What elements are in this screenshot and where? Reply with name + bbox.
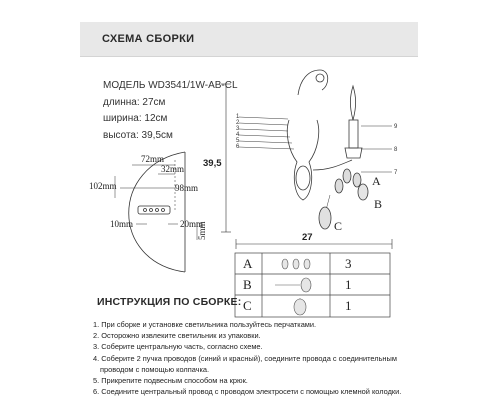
finial [316,74,324,82]
bobeche [345,148,362,158]
model-line: МОДЕЛЬ WD3541/1W-AB-CL [103,80,238,91]
mounting-bar [138,206,170,214]
table-letter-c: C [243,298,252,313]
table-crystal-icons [275,259,311,315]
part-label-c: C [334,219,343,233]
bar-hole-3 [156,209,159,212]
instruction-step-2: 2. Осторожно извлеките светильник из упаковки. [93,331,261,341]
table-qty-a: 3 [345,256,352,271]
dim-5-label: 5mm [197,221,207,240]
callout-line-1 [239,117,288,119]
instruction-step-6: 6. Соедините центральный провод с проводом электросети с помощью клемной колодки. [93,387,402,397]
candle-bulb [350,86,355,120]
dim-20-label: 20mm [180,219,204,229]
table-crystal-a-1 [282,259,288,269]
callout-line-6 [239,147,294,149]
length-line: длинна: 27см [103,96,166,108]
table-letter-a: A [243,256,253,271]
callout-5: 5 [236,138,240,144]
callout-9: 9 [394,124,398,130]
crystal-a-3 [335,179,343,193]
dim-102-label: 102mm [89,181,117,191]
length-dimension [236,239,392,249]
backplate-ornament [287,120,318,200]
center-crystal-bowl [296,166,310,190]
part-label-b: B [374,197,383,211]
instruction-step-4-cont: проводом с помощью колпачка. [100,364,210,374]
dim-10-label: 10mm [110,219,134,229]
width-line: ширина: 12см [103,113,168,124]
instruction-step-4: 4. Соберите 2 пучка проводов (синий и красный), соедините провода с соединительным [93,353,397,363]
callout-4: 4 [236,132,240,138]
callout-6: 6 [236,144,240,150]
length-dim-label: 27 [302,232,313,243]
dim-32-label: 32mm [161,164,185,174]
callout-8: 8 [394,147,398,153]
dim-98-label: 98mm [175,183,199,193]
instructions-title: ИНСТРУКЦИЯ ПО СБОРКЕ: [97,296,242,308]
callout-line-2 [239,123,288,125]
candle-arm [313,160,352,170]
table-crystal-b [301,278,311,292]
callout-3: 3 [236,126,240,132]
callout-2: 2 [236,120,240,126]
table-qty-b: 1 [345,277,352,292]
table-crystal-c [294,299,306,315]
instructions-list [93,319,401,397]
sconce-fixture-drawing [239,70,392,229]
crystal-b [358,184,368,200]
candle-sleeve [349,120,358,148]
instruction-step-3: 3. Соберите центральную часть, согласно схеме. [93,342,263,352]
parts-table-frame [235,253,390,317]
page-title: СХЕМА СБОРКИ [102,33,195,45]
instruction-step-5: 5. Прикрепите подвесным способом на крюк. [93,376,248,386]
bar-hole-2 [150,209,153,212]
crystal-c [319,207,331,229]
scroll-arm-top [298,70,328,95]
instruction-step-1: 1. При сборке и установке светильника пользуйтесь перчатками. [93,320,317,329]
callout-7: 7 [394,170,398,176]
table-letter-b: B [243,277,252,292]
parts-table [235,253,390,317]
bar-hole-1 [144,209,147,212]
part-label-a: A [372,174,381,188]
callout-line-3 [239,129,288,131]
table-qty-c: 1 [345,298,352,313]
height-line: высота: 39,5см [103,129,173,141]
bar-hole-4 [162,209,165,212]
callout-1: 1 [236,114,240,120]
height-dimension [221,84,231,232]
dim-72-label: 72mm [141,154,165,164]
table-crystal-a-2 [293,259,299,269]
height-dim-label: 39,5 [203,158,222,169]
callout-line-4 [239,135,290,137]
callout-line-5 [239,141,292,143]
table-crystal-a-3 [304,259,310,269]
crystal-a-2 [353,173,361,187]
mounting-bracket-drawing [115,152,197,272]
crystal-a-1 [343,169,351,183]
